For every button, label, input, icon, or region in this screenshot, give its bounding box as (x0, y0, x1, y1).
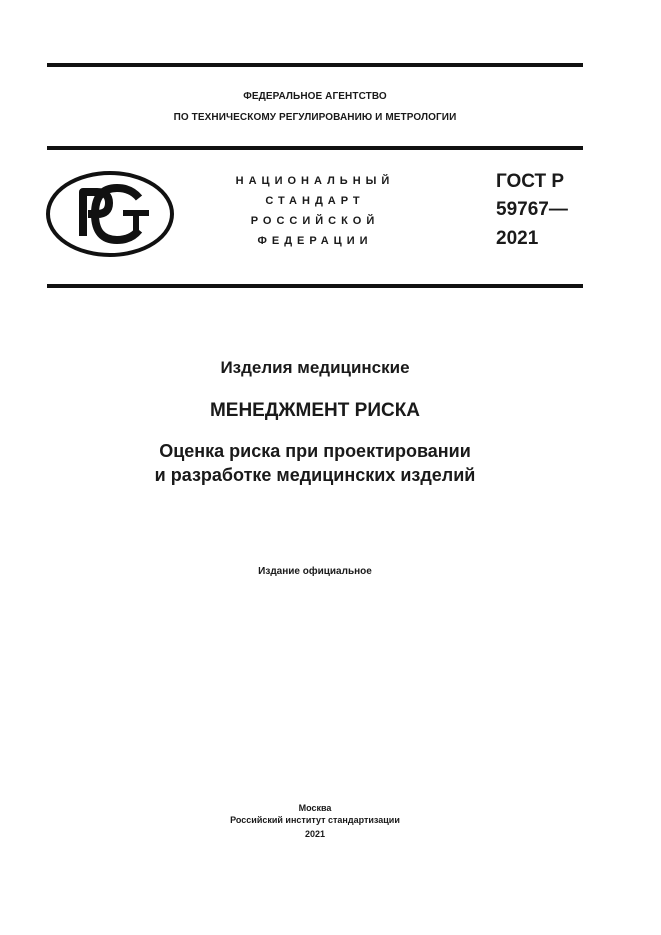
standard-code-line3: 2021 (496, 228, 539, 249)
standard-type-line4: ФЕДЕРАЦИИ (257, 235, 373, 247)
document-subtitle-line1: Оценка риска при проектировании (159, 441, 471, 461)
standard-code-line1: ГОСТ Р (496, 171, 565, 192)
agency-name-line1: ФЕДЕРАЛЬНОЕ АГЕНТСТВО (243, 91, 387, 102)
document-title: МЕНЕДЖМЕНТ РИСКА (209, 400, 421, 421)
imprint-year: 2021 (304, 829, 326, 839)
document-subtitle-line2: и разработке медицинских изделий (154, 465, 476, 485)
standard-code-line2: 59767— (496, 199, 568, 220)
gost-r-logo-icon (45, 170, 175, 258)
bottom-rule (47, 284, 583, 288)
top-rule (47, 63, 583, 67)
imprint-city: Москва (298, 803, 332, 813)
standard-type-line2: СТАНДАРТ (265, 195, 365, 207)
agency-name-line2: ПО ТЕХНИЧЕСКОМУ РЕГУЛИРОВАНИЮ И МЕТРОЛОГИИ (173, 112, 457, 123)
standard-type-line3: РОССИЙСКОЙ (250, 215, 380, 227)
middle-rule (47, 146, 583, 150)
imprint-publisher: Российский институт стандартизации (230, 815, 400, 825)
edition-label: Издание официальное (258, 566, 372, 577)
standard-type-line1: НАЦИОНАЛЬНЫЙ (235, 175, 395, 187)
document-subtitle: Изделия медицинские (220, 358, 410, 377)
